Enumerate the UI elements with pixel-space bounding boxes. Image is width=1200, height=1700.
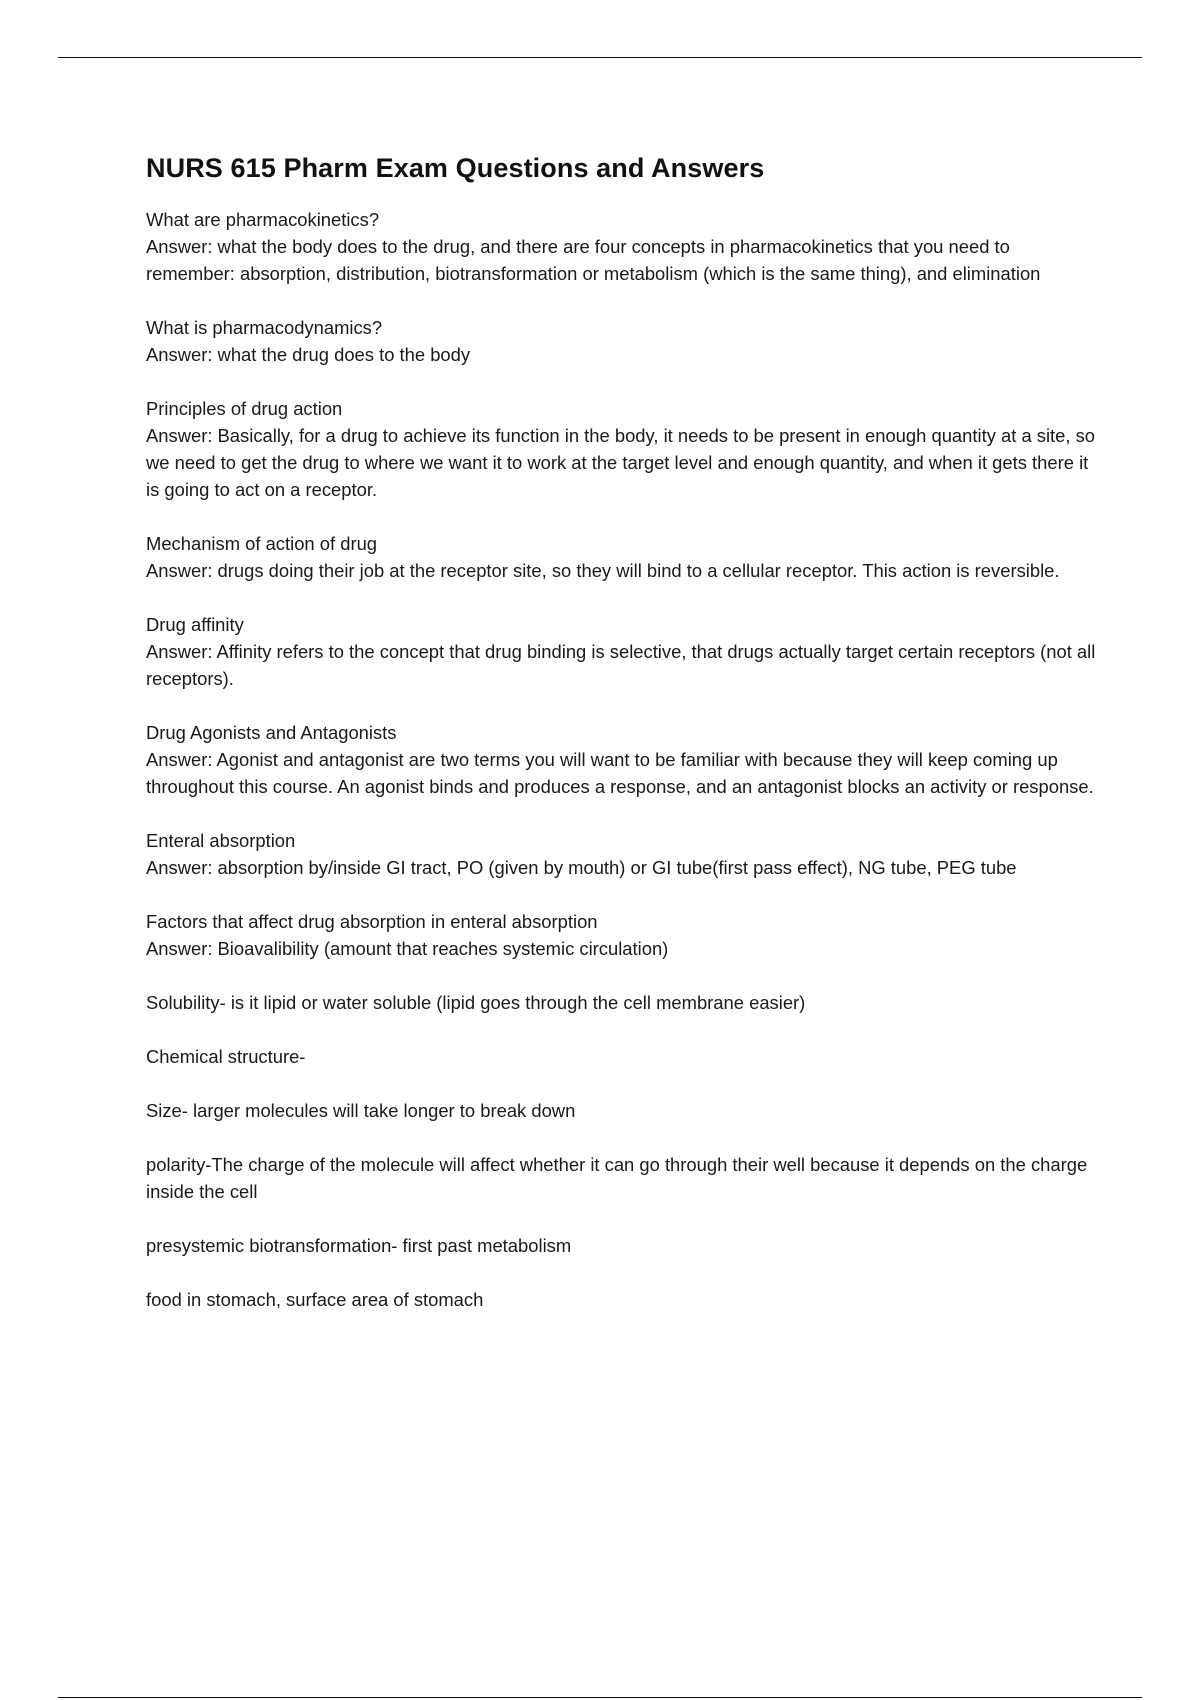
- question-text: What is pharmacodynamics?: [146, 317, 383, 338]
- question-text: Mechanism of action of drug: [146, 533, 378, 554]
- qa-item: [146, 206, 1096, 287]
- answer-text: Answer: Agonist and antagonist are two terms you will want to be familiar with because they will keep coming up throughout this course. An agonist binds and produces a response, and an antagonist blocks an activity or response.: [146, 749, 1094, 797]
- qa-item: [146, 530, 1096, 584]
- qa-item: [146, 827, 1096, 881]
- header-rule: [58, 57, 1142, 58]
- question-text: Drug Agonists and Antagonists: [146, 722, 397, 743]
- answer-text: Answer: what the body does to the drug, and there are four concepts in pharmacokinetics that you need to remember: absorption, distribution, biotransformation or metabolism (which is the same thing), and elimination: [146, 236, 1041, 284]
- question-text: Drug affinity: [146, 614, 244, 635]
- note-paragraph: Size- larger molecules will take longer to break down: [146, 1100, 576, 1121]
- note-paragraph: presystemic biotransformation- first past metabolism: [146, 1235, 572, 1256]
- answer-text: Answer: absorption by/inside GI tract, PO (given by mouth) or GI tube(first pass effect), NG tube, PEG tube: [146, 857, 1017, 878]
- answer-text: Answer: Bioavalibility (amount that reaches systemic circulation): [146, 938, 669, 959]
- question-text: Factors that affect drug absorption in enteral absorption: [146, 911, 598, 932]
- note-paragraph: food in stomach, surface area of stomach: [146, 1289, 484, 1310]
- footer-rule: [58, 1697, 1142, 1698]
- note-paragraph: Solubility- is it lipid or water soluble (lipid goes through the cell membrane easier): [146, 992, 806, 1013]
- qa-item: [146, 395, 1096, 503]
- qa-item: [146, 314, 1096, 368]
- note-paragraph: Chemical structure-: [146, 1046, 306, 1067]
- question-text: Enteral absorption: [146, 830, 296, 851]
- answer-text: Answer: drugs doing their job at the receptor site, so they will bind to a cellular receptor. This action is reversible.: [146, 560, 1060, 581]
- qa-item: [146, 719, 1096, 800]
- question-text: What are pharmacokinetics?: [146, 209, 380, 230]
- answer-text: Answer: what the drug does to the body: [146, 344, 471, 365]
- document-title: NURS 615 Pharm Exam Questions and Answers: [146, 153, 765, 183]
- document-body: [146, 148, 1096, 1340]
- qa-item: [146, 611, 1096, 692]
- answer-text: Answer: Affinity refers to the concept that drug binding is selective, that drugs actually target certain receptors (not all receptors).: [146, 641, 1096, 689]
- answer-text: Answer: Basically, for a drug to achieve its function in the body, it needs to be present in enough quantity at a site, so we need to get the drug to where we want it to work at the target level and enough quantity, and when it gets there it is going to act on a receptor.: [146, 425, 1096, 500]
- qa-item: [146, 908, 1096, 962]
- question-text: Principles of drug action: [146, 398, 343, 419]
- note-paragraph: polarity-The charge of the molecule will affect whether it can go through their well because it depends on the charge inside the cell: [146, 1154, 1088, 1202]
